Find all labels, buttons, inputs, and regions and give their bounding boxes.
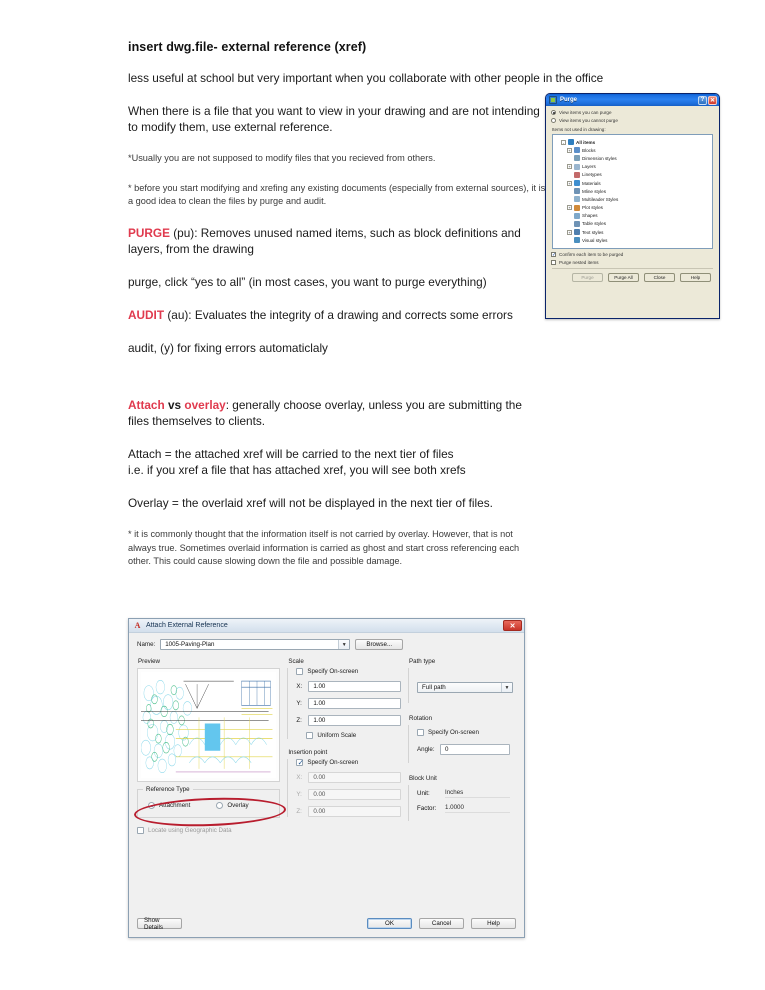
- cancel-button[interactable]: Cancel: [419, 918, 464, 929]
- purge-help-button[interactable]: Help: [680, 273, 711, 282]
- tree-item-icon: [574, 188, 580, 194]
- note-paragraph-2: When there is a file that you want to view in your drawing and are not intending to modify them, use external reference.: [128, 104, 540, 134]
- purge-title-bar: [546, 94, 719, 106]
- tree-item-icon: [574, 205, 580, 211]
- name-label: Name:: [137, 641, 156, 648]
- tree-item[interactable]: [555, 204, 710, 212]
- tree-item[interactable]: [555, 187, 710, 195]
- tree-item[interactable]: [555, 236, 710, 244]
- attach-overlay-text: : generally choose overlay, unless you are submitting the files themselves to clients.: [128, 398, 522, 428]
- tree-item-icon: [574, 229, 580, 235]
- checkbox-label-locate-geo: Locate using Geographic Data: [148, 827, 232, 834]
- checkbox-locate-geographic-data[interactable]: [137, 827, 280, 834]
- tree-item-icon: [574, 172, 580, 178]
- xref-column-path: [408, 658, 516, 834]
- tree-item-label: Visual styles: [582, 237, 608, 243]
- notes-column-middle: [128, 397, 543, 585]
- note-attach-vs-overlay: [128, 397, 543, 429]
- checkbox-label-uniform-scale: Uniform Scale: [317, 732, 357, 739]
- block-unit-group: [408, 785, 516, 821]
- collapse-icon[interactable]: -: [562, 139, 565, 145]
- close-icon[interactable]: ✕: [503, 620, 522, 631]
- tree-item-label: Shapes: [582, 213, 598, 219]
- expand-icon[interactable]: +: [568, 147, 571, 153]
- tree-item-label: Plot styles: [582, 205, 603, 211]
- xref-name-row: [137, 639, 516, 650]
- scale-z-input[interactable]: 1.00: [308, 715, 401, 726]
- tree-item-label: Linetypes: [582, 172, 602, 178]
- radio-label-overlay: Overlay: [227, 802, 249, 809]
- tree-item-icon: [574, 221, 580, 227]
- tree-item-icon: [574, 180, 580, 186]
- checkbox-scale-specify-onscreen[interactable]: [296, 668, 401, 675]
- tree-item-label: Blocks: [582, 147, 596, 153]
- tree-spacer: [567, 197, 572, 202]
- block-unit-label: Block Unit: [409, 775, 437, 782]
- help-icon[interactable]: ?: [698, 96, 707, 105]
- tree-item[interactable]: [555, 212, 710, 220]
- block-unit-factor-value: 1.0000: [445, 804, 510, 813]
- note-audit-definition: [128, 307, 548, 323]
- tree-item-label: All items: [576, 139, 596, 145]
- show-details-button[interactable]: Show Details: [137, 918, 182, 929]
- attach-line-1: Attach = the attached xref will be carried to the next tier of files: [128, 447, 454, 461]
- purge-keyword: PURGE: [128, 225, 170, 240]
- block-unit-unit-value: Inches: [445, 789, 510, 798]
- vs-keyword: vs: [168, 398, 182, 412]
- radio-indicator-overlay: [216, 802, 223, 809]
- browse-button[interactable]: Browse...: [355, 639, 403, 650]
- tree-item-icon: [574, 147, 580, 153]
- overlay-keyword: overlay: [184, 398, 226, 412]
- name-combobox[interactable]: [160, 639, 350, 650]
- preview-drawing: [141, 672, 276, 778]
- tree-item[interactable]: [555, 171, 710, 179]
- purge-definition-text: (pu): Removes unused named items, such as block definitions and layers, from the drawing: [128, 225, 521, 256]
- tree-item[interactable]: [555, 138, 710, 146]
- note-purge-definition: [128, 225, 548, 257]
- expand-icon[interactable]: +: [568, 164, 571, 170]
- radio-view-items-cannot-purge[interactable]: [551, 118, 714, 123]
- purge-tree-label: Items not used in drawing:: [552, 127, 606, 132]
- reference-type-options: [144, 798, 273, 811]
- purge-dialog: [545, 93, 720, 319]
- chevron-down-icon[interactable]: ▼: [501, 683, 512, 692]
- note-footnote-1: *Usually you are not supposed to modify files that you recieved from others.: [128, 153, 436, 163]
- checkbox-insertion-specify-onscreen[interactable]: [296, 759, 401, 766]
- expand-icon[interactable]: +: [568, 205, 571, 211]
- tree-item-label: Text styles: [582, 229, 604, 235]
- scale-group: [287, 668, 401, 739]
- preview-panel: [137, 668, 280, 782]
- tree-item-label: Dimension styles: [582, 155, 617, 161]
- path-type-value: Full path: [422, 684, 446, 691]
- scale-label: Scale: [288, 658, 304, 665]
- tree-spacer: [567, 189, 572, 194]
- insertion-x-label: X:: [296, 774, 303, 781]
- checkbox-label-confirm: Confirm each item to be purged: [559, 252, 624, 257]
- rotation-group: [408, 725, 516, 763]
- purge-button-row: [551, 269, 714, 282]
- scale-y-input[interactable]: 1.00: [308, 698, 401, 709]
- attach-external-reference-dialog: [128, 618, 525, 938]
- insertion-z-input[interactable]: 0.00: [308, 806, 401, 817]
- tree-item-icon: [574, 164, 580, 170]
- checkbox-purge-nested-items[interactable]: [551, 260, 714, 265]
- block-unit-factor-label: Factor:: [417, 805, 437, 812]
- note-overlay-explained: Overlay = the overlaid xref will not be displayed in the next tier of files.: [128, 496, 493, 510]
- reference-type-group: [137, 786, 280, 818]
- tree-item[interactable]: [555, 154, 710, 162]
- insertion-x-row: [296, 772, 401, 783]
- checkbox-indicator-confirm: [551, 252, 556, 257]
- tree-spacer: [567, 238, 572, 243]
- path-type-combobox[interactable]: [417, 682, 513, 693]
- note-paragraph-audit-tip: audit, (y) for fixing errors automaticlaly: [128, 340, 328, 355]
- path-type-label: Path type: [409, 658, 436, 665]
- checkbox-indicator-insertion-specify: [296, 759, 303, 766]
- checkbox-label-scale-specify: Specify On-screen: [307, 668, 359, 675]
- preview-label: Preview: [138, 658, 161, 665]
- radio-label-attachment: Attachment: [159, 802, 191, 809]
- xref-footer: [137, 918, 516, 929]
- xref-help-button[interactable]: Help: [471, 918, 516, 929]
- attach-line-2: i.e. if you xref a file that has attached xref, you will see both xrefs: [128, 463, 466, 477]
- page-title: insert dwg.file- external reference (xref): [128, 40, 367, 54]
- path-type-group: [408, 668, 516, 703]
- xref-dialog-body: [129, 633, 524, 938]
- scale-x-row: [296, 681, 401, 692]
- tree-item-label: Mline styles: [582, 188, 606, 194]
- tree-item[interactable]: [555, 146, 710, 154]
- tree-item[interactable]: [555, 163, 710, 171]
- tree-item-label: Table styles: [582, 221, 606, 227]
- scale-z-row: [296, 715, 401, 726]
- block-unit-unit-row: [417, 789, 510, 798]
- purge-dialog-body: [546, 106, 719, 285]
- radio-label-cannot-purge: View items you cannot purge: [559, 118, 618, 123]
- checkbox-indicator-rotation-specify: [417, 729, 424, 736]
- checkbox-rotation-specify-onscreen[interactable]: [417, 729, 510, 736]
- footer-button-group: [367, 918, 516, 929]
- purge-dialog-title: Purge: [560, 97, 578, 103]
- xref-column-preview: [137, 658, 280, 834]
- attach-keyword: Attach: [128, 398, 165, 412]
- note-paragraph-purge-tip: purge, click “yes to all” (in most cases, you want to purge everything): [128, 274, 487, 289]
- xref-title-bar: [129, 619, 524, 633]
- insertion-x-input[interactable]: 0.00: [308, 772, 401, 783]
- ok-button[interactable]: OK: [367, 918, 412, 929]
- xref-dialog-title: Attach External Reference: [146, 622, 228, 629]
- tree-item-label: Materials: [582, 180, 601, 186]
- note-footnote-2: * before you start modifying and xrefing any existing documents (especially from external sources), it is a good idea to clean the files by purge and audit.: [128, 182, 546, 206]
- checkbox-label-rotation-specify: Specify On-screen: [428, 729, 479, 736]
- tree-item[interactable]: [555, 179, 710, 187]
- scale-y-label: Y:: [296, 700, 302, 707]
- rotation-angle-input[interactable]: 0: [440, 744, 510, 755]
- audit-definition-text: (au): Evaluates the integrity of a drawing and corrects some errors: [164, 307, 513, 322]
- tree-spacer: [567, 221, 572, 226]
- insertion-y-input[interactable]: 0.00: [308, 789, 401, 800]
- tree-spacer: [567, 156, 572, 161]
- expand-icon[interactable]: +: [568, 180, 571, 186]
- tree-spacer: [567, 172, 572, 177]
- checkbox-confirm-each-item[interactable]: [551, 252, 714, 257]
- radio-indicator-can-purge: [551, 110, 556, 115]
- tree-item-icon: [574, 155, 580, 161]
- scale-x-label: X:: [296, 683, 303, 690]
- close-icon[interactable]: ✕: [709, 97, 716, 104]
- radio-label-can-purge: View items you can purge: [559, 110, 612, 115]
- expand-icon[interactable]: +: [568, 229, 571, 235]
- note-attach-explained: [128, 446, 543, 478]
- checkbox-indicator-uniform-scale: [306, 732, 313, 739]
- scale-z-label: Z:: [296, 717, 302, 724]
- insertion-point-label: Insertion point: [288, 749, 328, 756]
- tree-item[interactable]: [555, 220, 710, 228]
- xref-column-scale: [287, 658, 401, 834]
- radio-view-items-can-purge[interactable]: [551, 110, 714, 115]
- insertion-y-row: [296, 789, 401, 800]
- block-unit-factor-row: [417, 804, 510, 813]
- purge-button[interactable]: Purge: [572, 273, 603, 282]
- radio-indicator-attachment: [148, 802, 155, 809]
- rotation-angle-row: [417, 744, 510, 755]
- scale-y-row: [296, 698, 401, 709]
- checkbox-uniform-scale[interactable]: [296, 732, 401, 739]
- checkbox-label-nested: Purge nested items: [559, 260, 599, 265]
- note-paragraph-1: less useful at school but very important when you collaborate with other people in the office: [128, 71, 604, 85]
- insertion-z-row: [296, 806, 401, 817]
- insertion-z-label: Z:: [296, 808, 302, 815]
- tree-spacer: [567, 213, 572, 218]
- scale-x-input[interactable]: 1.00: [308, 681, 401, 692]
- checkbox-indicator-locate-geo: [137, 827, 144, 834]
- note-footnote-3: * it is commonly thought that the information itself is not carried by overlay. However, that is not always true. Sometimes overlaid information is carried as ghost and start cross referencing each other. This could cause slowing down the file and possible damage.: [128, 529, 520, 566]
- radio-attachment[interactable]: [148, 802, 190, 809]
- checkbox-indicator-nested: [551, 260, 556, 265]
- insertion-y-label: Y:: [296, 791, 302, 798]
- name-value: 1005-Paving-Plan: [165, 641, 215, 648]
- tree-item-icon: [574, 213, 580, 219]
- checkbox-indicator-scale-specify: [296, 668, 303, 675]
- xref-columns: [137, 658, 516, 834]
- tree-item[interactable]: [555, 195, 710, 203]
- tree-item-icon: [574, 237, 580, 243]
- rotation-label: Rotation: [409, 715, 433, 722]
- autocad-icon: [133, 621, 142, 630]
- chevron-down-icon[interactable]: ▼: [338, 640, 349, 649]
- tree-item[interactable]: [555, 228, 710, 236]
- preview-image: [141, 672, 276, 778]
- audit-keyword: AUDIT: [128, 307, 165, 322]
- tree-item-label: Layers: [582, 164, 596, 170]
- purge-all-button[interactable]: Purge All: [608, 273, 639, 282]
- radio-overlay[interactable]: [216, 802, 248, 809]
- tree-item-icon: [574, 196, 580, 202]
- purge-item-tree[interactable]: [552, 134, 713, 249]
- purge-app-icon: [549, 96, 557, 104]
- insertion-point-group: [287, 759, 401, 817]
- checkbox-label-insertion-specify: Specify On-screen: [307, 759, 359, 766]
- reference-type-label: Reference Type: [143, 786, 193, 793]
- rotation-angle-label: Angle:: [417, 746, 435, 753]
- block-unit-unit-label: Unit:: [417, 790, 430, 797]
- tree-item-icon: [568, 139, 574, 145]
- purge-close-button[interactable]: Close: [644, 273, 675, 282]
- tree-item-label: Multileader Styles: [582, 196, 619, 202]
- radio-indicator-cannot-purge: [551, 118, 556, 123]
